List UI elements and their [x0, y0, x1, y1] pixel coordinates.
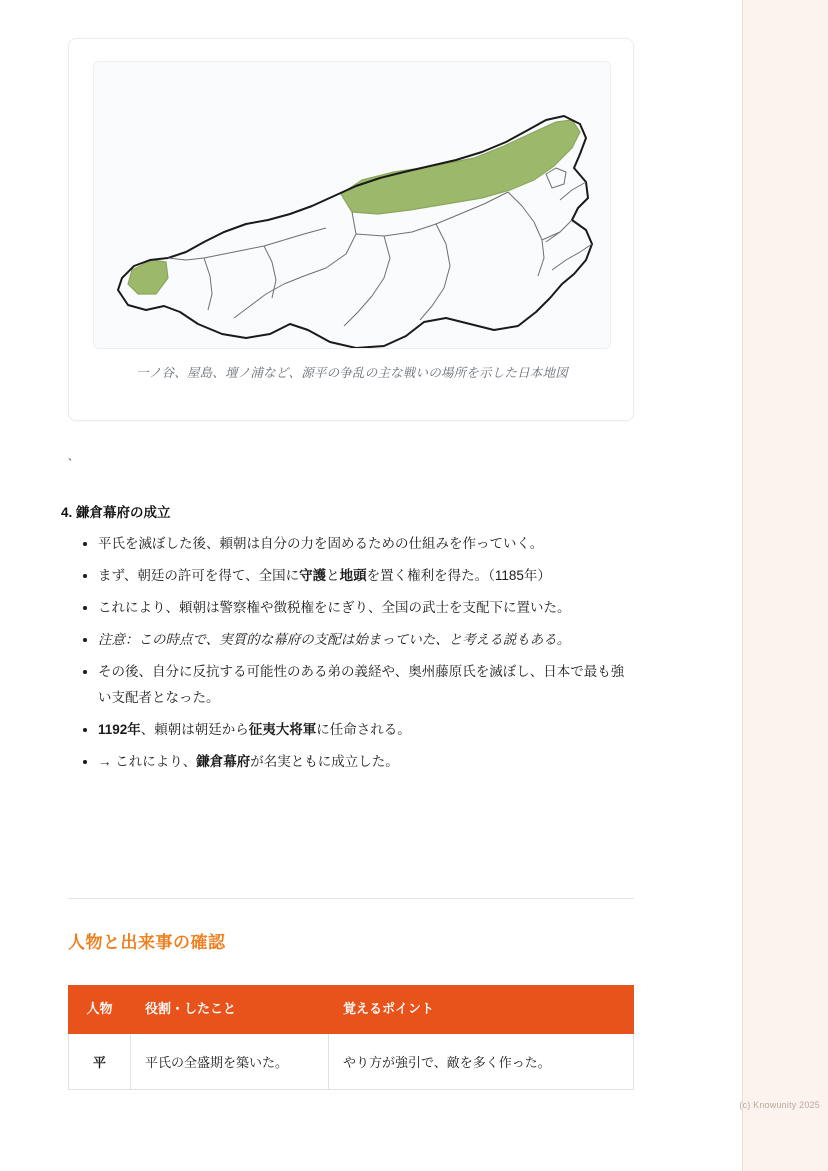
austria-map-svg: [94, 62, 611, 349]
section-heading-item: [76, 503, 636, 775]
section-list: [46, 503, 636, 781]
bullet-item: • 注意：この時点で、実質的な幕府の支配は始まっていた、と考える説もある。: [98, 627, 636, 653]
map-image: [93, 61, 611, 349]
bullet-item: • これにより、頼朝は警察権や徴税権をにぎり、全国の武士を支配下に置いた。: [98, 595, 636, 621]
figure-card: [68, 38, 634, 421]
horizontal-divider: [68, 898, 634, 899]
bullet-item: • 平氏を滅ぼした後、頼朝は自分の力を固めるための仕組みを作っていく。: [98, 531, 636, 557]
table-header-row: [69, 986, 634, 1034]
facts-table-wrap: [68, 985, 634, 1090]
table-header-cell: 人物: [69, 986, 131, 1034]
bullet-item: • まず、朝廷の許可を得て、全国に守護と地頭を置く権利を得た。（1185年）: [98, 563, 636, 589]
highlight-region-north: [341, 120, 580, 214]
watermark: (c) Knowunity 2025: [739, 1100, 820, 1110]
table-cell: 平氏の全盛期を築いた。: [131, 1033, 329, 1089]
bullet-item: • 1192年、頼朝は朝廷から征夷大将軍に任命される。: [98, 717, 636, 743]
section-heading-text: 鎌倉幕府の成立: [76, 505, 171, 520]
lake-shape: [546, 168, 566, 188]
stray-backtick: `: [68, 456, 73, 471]
table-header-cell: 覚えるポイント: [329, 986, 634, 1034]
bullet-item: • その後、自分に反抗する可能性のある弟の義経や、奥州藤原氏を滅ぼし、日本で最も強い支配者となった。: [98, 659, 636, 711]
table-row: [69, 1033, 634, 1089]
table-cell: やり方が強引で、敵を多く作った。: [329, 1033, 634, 1089]
table-cell: 平: [69, 1033, 131, 1089]
table-header-cell: 役割・したこと: [131, 986, 329, 1034]
facts-table: [68, 985, 634, 1090]
bullet-item: • → これにより、鎌倉幕府が名実ともに成立した。: [98, 749, 636, 775]
section-bullets: [76, 531, 636, 774]
table-section-title: 人物と出来事の確認: [68, 933, 226, 952]
right-decorative-strip: [742, 0, 828, 1171]
figure-caption: 一ノ谷、屋島、壇ノ浦など、源平の争乱の主な戦いの場所を示した日本地図: [136, 366, 568, 380]
